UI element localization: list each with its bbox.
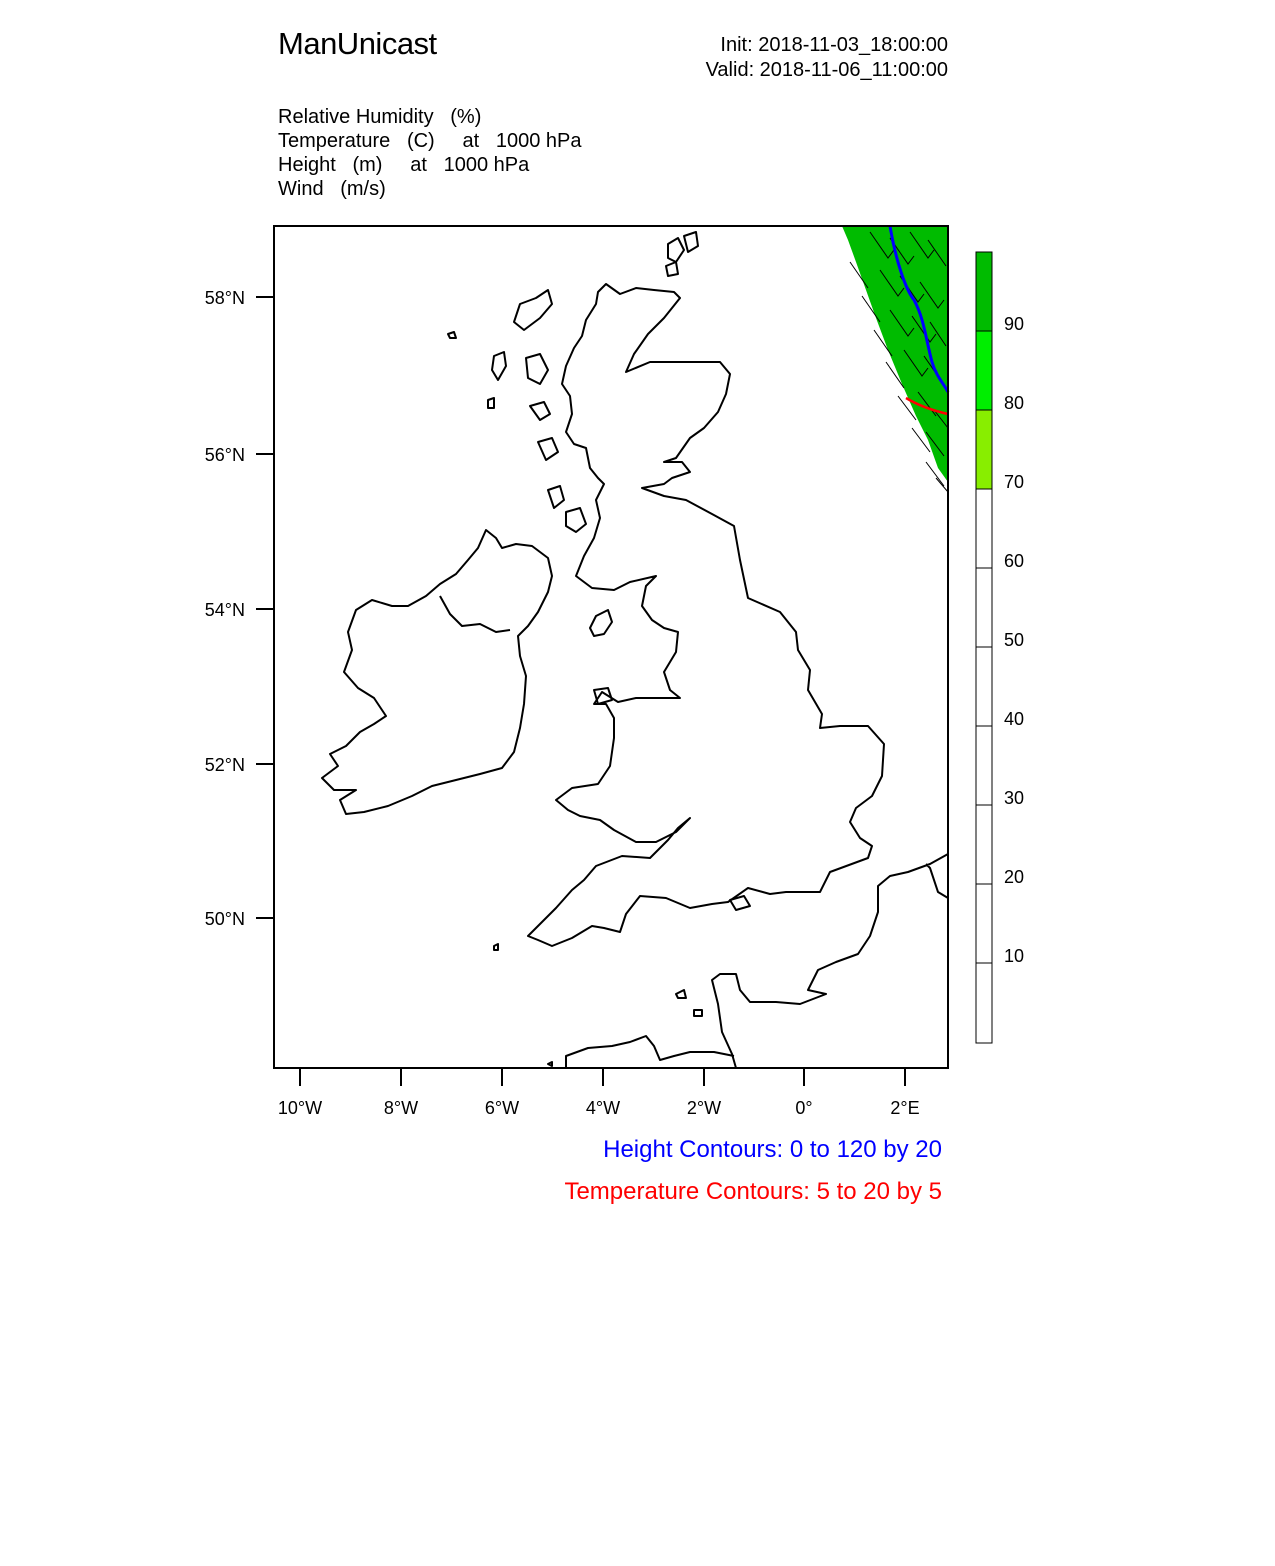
isle-of-man-coastline: [590, 610, 612, 636]
lat-label: 52°N: [204, 755, 245, 775]
humidity-shading: [842, 226, 948, 482]
map-title: ManUnicast: [278, 26, 437, 61]
lat-label: 56°N: [204, 445, 245, 465]
temperature-contours-legend: Temperature Contours: 5 to 20 by 5: [564, 1178, 942, 1205]
colorbar-label: 10: [1004, 946, 1025, 966]
colorbar-label: 70: [1004, 472, 1025, 492]
lon-label: 0°: [795, 1098, 813, 1118]
lon-label: 10°W: [277, 1098, 323, 1118]
field-height: Height (m) at 1000 hPa: [278, 154, 530, 176]
lon-label: 6°W: [484, 1098, 520, 1118]
lat-label: 58°N: [204, 288, 245, 308]
map-frame: [274, 226, 948, 1068]
colorbar-label: 40: [1004, 709, 1025, 729]
ireland-coastline: [322, 530, 552, 814]
france-coastline: [712, 854, 948, 1068]
valid-time: Valid: 2018-11-06_11:00:00: [705, 59, 948, 81]
colorbar: [976, 252, 992, 1043]
lon-label: 2°E: [890, 1098, 920, 1118]
lon-label: 8°W: [383, 1098, 419, 1118]
lon-ticks: [300, 1068, 905, 1086]
colorbar-label: 30: [1004, 788, 1025, 808]
height-contours-legend: Height Contours: 0 to 120 by 20: [603, 1136, 942, 1163]
lat-ticks: [256, 297, 274, 918]
lat-label: 50°N: [204, 909, 245, 929]
colorbar-label: 20: [1004, 867, 1025, 887]
colorbar-label: 60: [1004, 551, 1025, 571]
great-britain-coastline: [528, 284, 884, 946]
field-temperature: Temperature (C) at 1000 hPa: [278, 130, 582, 152]
lat-label: 54°N: [204, 600, 245, 620]
coastlines: [322, 232, 948, 1068]
colorbar-label: 80: [1004, 393, 1025, 413]
lon-label: 2°W: [686, 1098, 722, 1118]
field-wind: Wind (m/s): [278, 178, 386, 200]
field-relative-humidity: Relative Humidity (%): [278, 106, 482, 128]
lon-label: 4°W: [585, 1098, 621, 1118]
colorbar-label: 50: [1004, 630, 1025, 650]
colorbar-label: 90: [1004, 314, 1025, 334]
init-time: Init: 2018-11-03_18:00:00: [720, 34, 948, 56]
